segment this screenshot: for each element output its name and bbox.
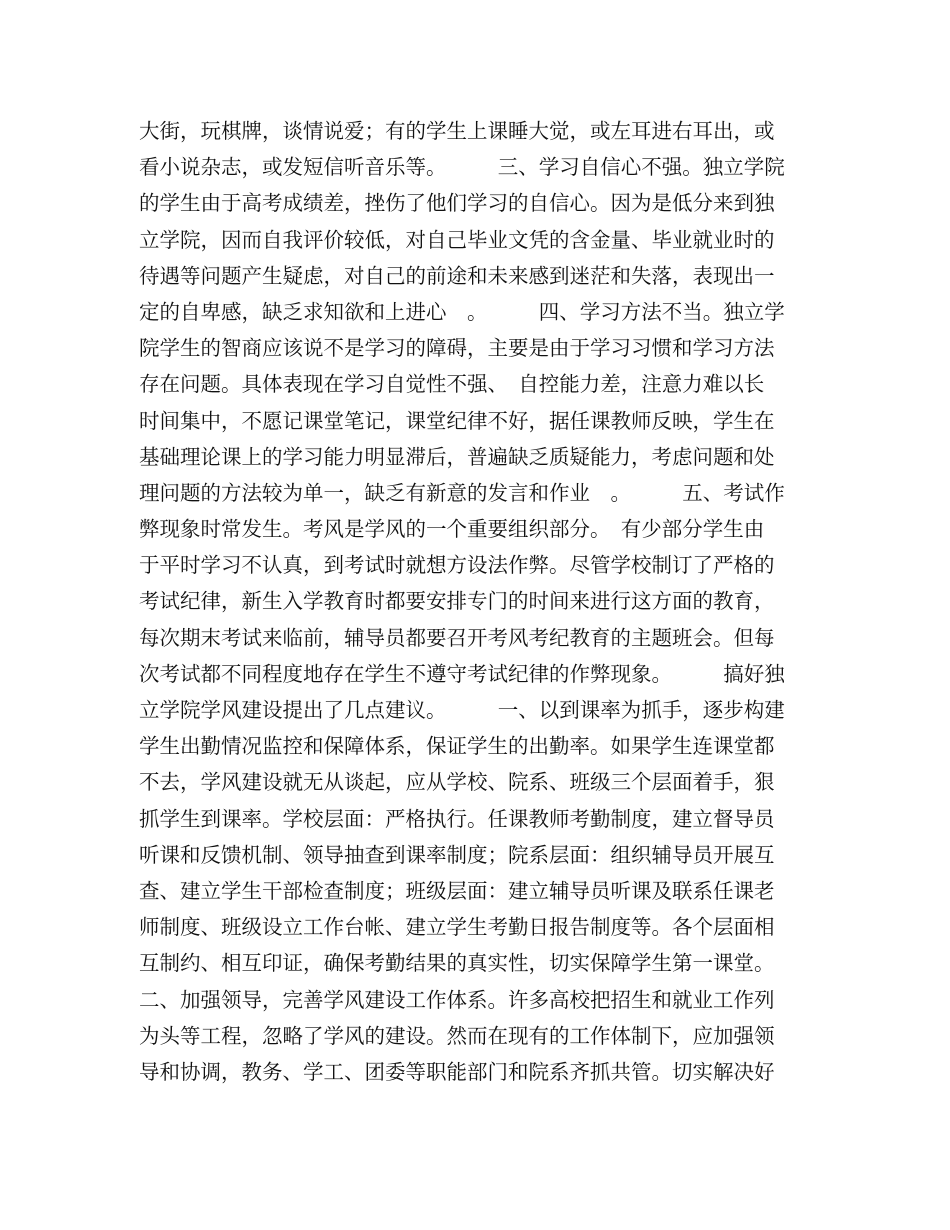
body-text xyxy=(139,113,819,1090)
text-line: 师制度、班级设立工作台帐、建立学生考勤日报告制度等。各个层面相 xyxy=(139,915,775,940)
text-line: 待遇等问题产生疑虑，对自己的前途和未来感到迷茫和失落，表现出一 xyxy=(139,263,775,288)
text-line: 于平时学习不认真，到考试时就想方设法作弊。尽管学校制订了严格的 xyxy=(139,553,775,578)
text-line: 导和协调，教务、学工、团委等职能部门和院系齐抓共管。切实解决好 xyxy=(139,1059,775,1084)
text-line: 时间集中，不愿记课堂笔记，课堂纪律不好，据任课教师反映，学生在 xyxy=(139,408,775,433)
text-line: 立学院，因而自我评价较低，对自己毕业文凭的含金量、毕业就业时的 xyxy=(139,227,775,252)
text-line: 立学院学风建设提出了几点建议。 一、以到课率为抓手，逐步构建 xyxy=(139,698,785,722)
text-line: 的学生由于高考成绩差，挫伤了他们学习的自信心。因为是低分来到独 xyxy=(139,191,775,216)
text-line: 不去，学风建设就无从谈起，应从学校、院系、班级三个层面着手，狠 xyxy=(139,770,775,795)
text-line: 二、加强领导，完善学风建设工作体系。许多高校把招生和就业工作列 xyxy=(139,987,775,1012)
text-line: 抓学生到课率。学校层面：严格执行。任课教师考勤制度，建立督导员 xyxy=(139,806,775,831)
text-line: 定的自卑感，缺乏求知欲和上进心 。 四、学习方法不当。独立学 xyxy=(139,299,785,324)
text-line: 考试纪律，新生入学教育时都要安排专门的时间来进行这方面的教育， xyxy=(139,589,775,614)
text-line: 互制约、相互印证，确保考勤结果的真实性，切实保障学生第一课堂。 xyxy=(139,951,775,976)
text-line: 大街，玩棋牌，谈情说爱；有的学生上课睡大觉，或左耳进右耳出，或 xyxy=(139,119,775,143)
text-line: 查、建立学生干部检查制度；班级层面：建立辅导员听课及联系任课老 xyxy=(139,878,775,903)
text-line: 看小说杂志，或发短信听音乐等。 三、学习自信心不强。独立学院 xyxy=(139,155,785,180)
text-line: 次考试都不同程度地存在学生不遵守考试纪律的作弊现象。 搞好独 xyxy=(139,661,785,686)
text-line: 听课和反馈机制、领导抽查到课率制度；院系层面：组织辅导员开展互 xyxy=(139,842,775,867)
text-line: 为头等工程，忽略了学风的建设。然而在现有的工作体制下，应加强领 xyxy=(139,1023,775,1048)
text-line: 院学生的智商应该说不是学习的障碍，主要是由于学习习惯和学习方法 xyxy=(139,336,775,361)
text-line: 弊现象时常发生。考风是学风的一个重要组织部分。 有少部分学生由 xyxy=(139,517,765,542)
text-line: 理问题的方法较为单一，缺乏有新意的发言和作业 。 五、考试作 xyxy=(139,480,785,505)
text-line: 存在问题。具体表现在学习自觉性不强、 自控能力差，注意力难以长 xyxy=(139,372,765,397)
text-line: 学生出勤情况监控和保障体系，保证学生的出勤率。如果学生连课堂都 xyxy=(139,734,775,759)
text-line: 每次期末考试来临前，辅导员都要召开考风考纪教育的主题班会。但每 xyxy=(139,625,775,650)
text-line: 基础理论课上的学习能力明显滞后，普遍缺乏质疑能力，考虑问题和处 xyxy=(139,444,775,469)
